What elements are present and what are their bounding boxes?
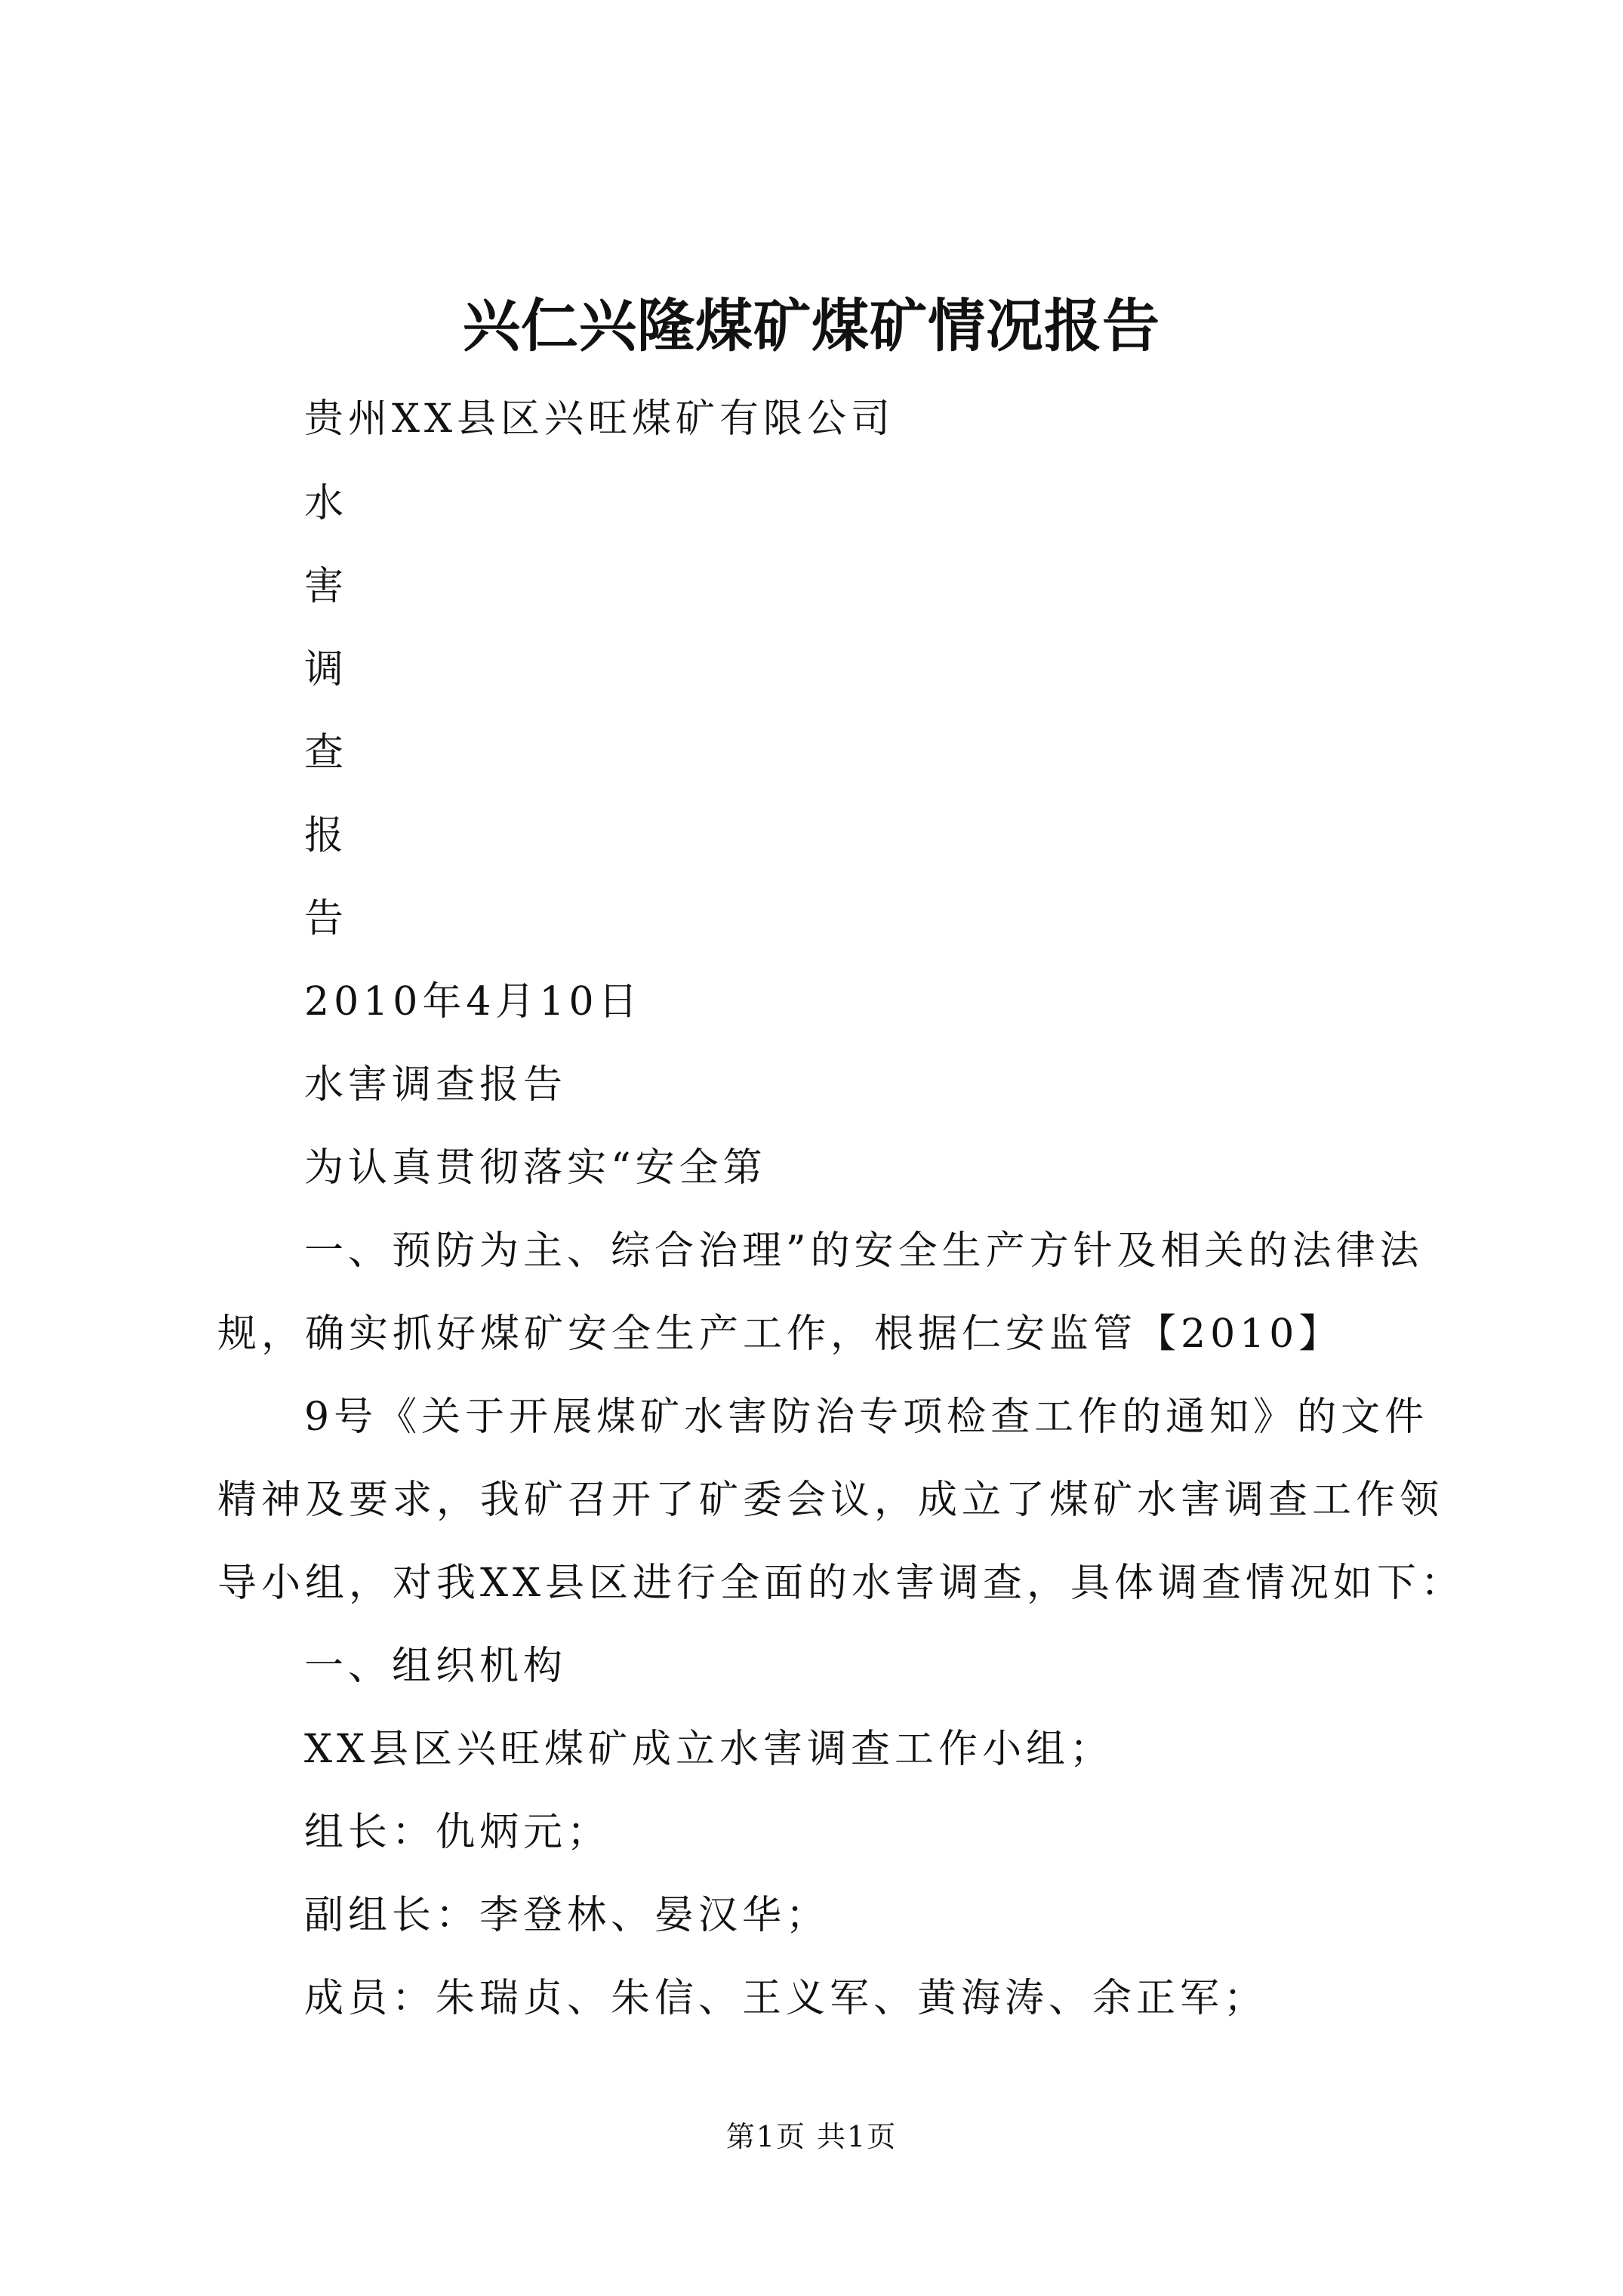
group-members: 成员：朱瑞贞、朱信、王义军、黄海涛、余正军； bbox=[304, 1976, 1268, 2021]
page-footer: 第1页 共1页 bbox=[725, 2120, 898, 2153]
company-name: 贵州XX县区兴旺煤矿有限公司 bbox=[304, 396, 895, 442]
paragraph-line: 为认真贯彻落实“安全第 bbox=[304, 1145, 767, 1191]
deputy-leaders: 副组长：李登林、晏汉华； bbox=[304, 1893, 830, 1938]
paragraph-line: 一、预防为主、综合治理”的安全生产方针及相关的法律法 bbox=[304, 1228, 1424, 1274]
paragraph-line: 导小组，对我XX县区进行全面的水害调查，具体调查情况如下： bbox=[217, 1561, 1465, 1606]
cover-char-6: 告 bbox=[304, 896, 349, 942]
cover-char-3: 调 bbox=[304, 647, 349, 692]
cover-char-1: 水 bbox=[304, 481, 349, 526]
report-heading: 水害调查报告 bbox=[304, 1062, 568, 1108]
paragraph-line: 规，确实抓好煤矿安全生产工作，根据仁安监管【2010】 bbox=[217, 1311, 1343, 1357]
cover-char-4: 查 bbox=[304, 730, 349, 775]
report-date: 2010年4月10日 bbox=[304, 979, 642, 1025]
paragraph-line: 精神及要求，我矿召开了矿委会议，成立了煤矿水害调查工作领 bbox=[217, 1478, 1444, 1523]
group-leader: 组长：仇炳元； bbox=[304, 1810, 611, 1855]
cover-char-5: 报 bbox=[304, 813, 349, 858]
document-title: 兴仁兴隆煤矿煤矿情况报告 bbox=[463, 292, 1160, 359]
paragraph-line: 9号《关于开展煤矿水害防治专项检查工作的通知》的文件 bbox=[304, 1395, 1429, 1440]
section-heading: 一、组织机构 bbox=[304, 1644, 568, 1689]
group-statement: XX县区兴旺煤矿成立水害调查工作小组； bbox=[304, 1727, 1114, 1772]
cover-char-2: 害 bbox=[304, 564, 349, 609]
